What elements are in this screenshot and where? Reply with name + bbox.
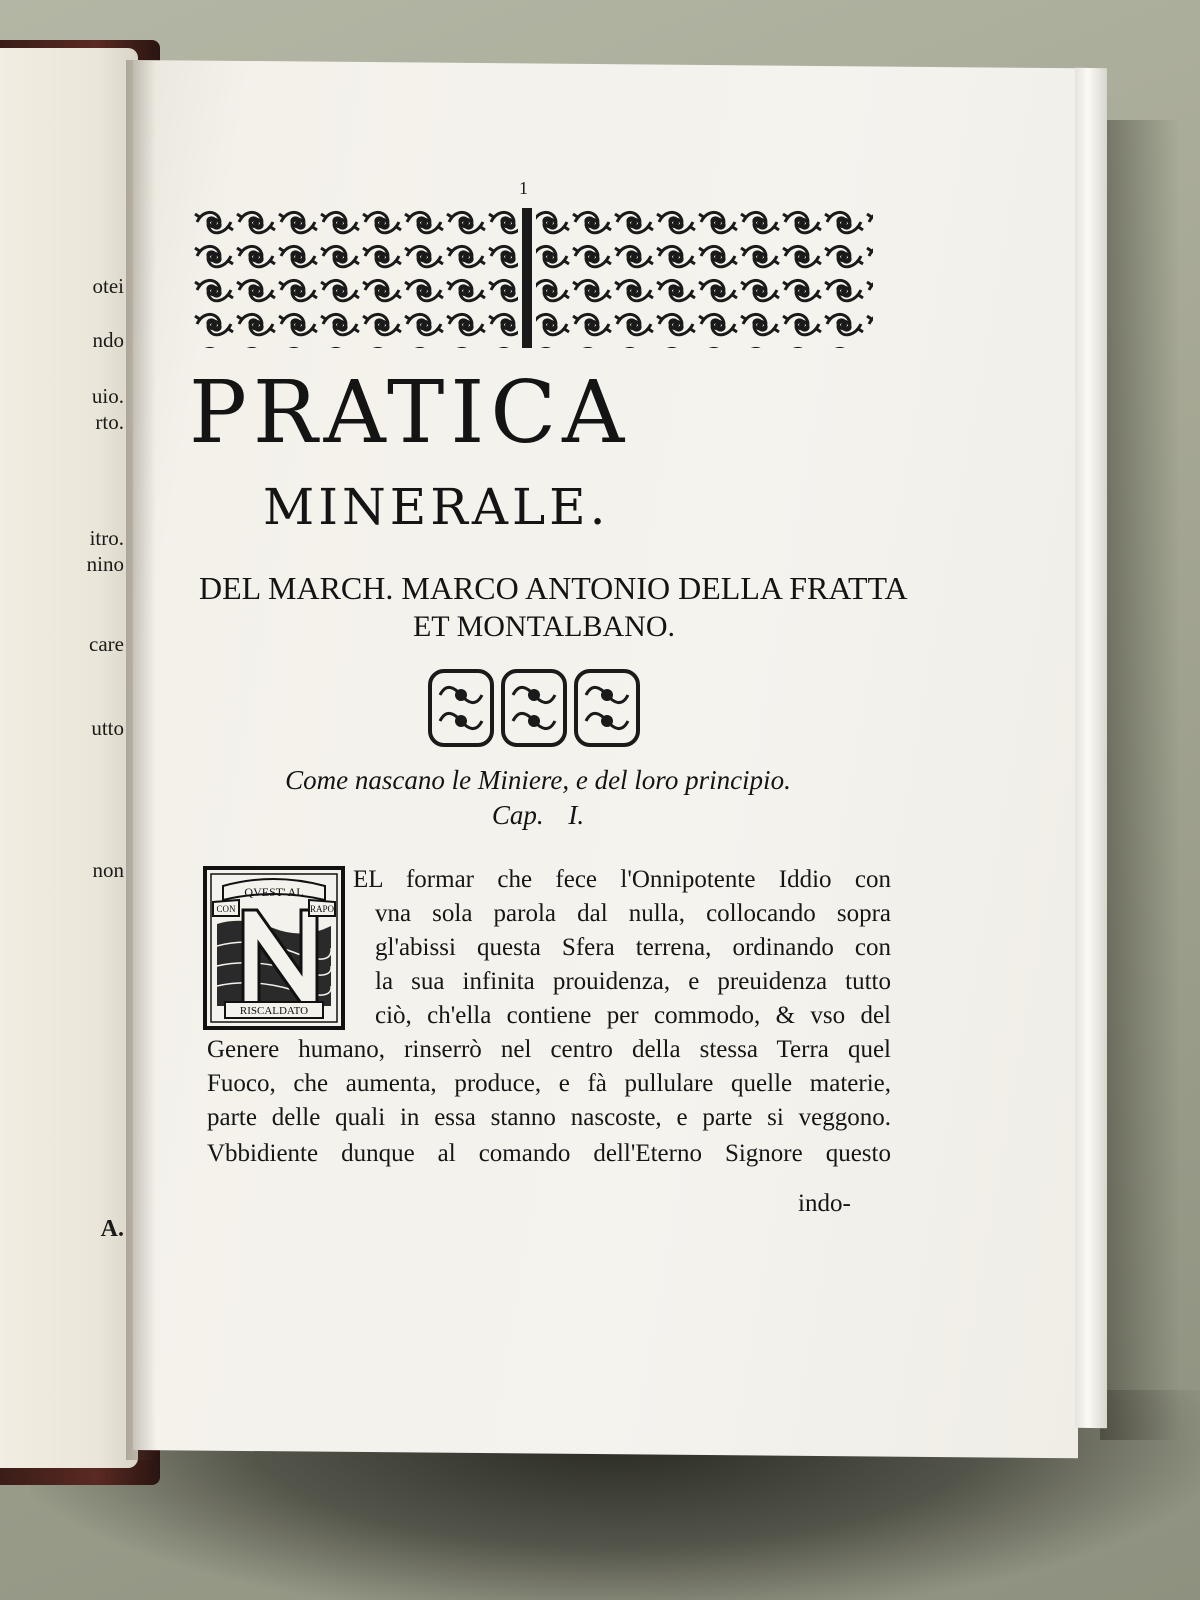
body-line: vna sola parola dal nulla, collocando sopra: [375, 900, 891, 927]
left-page: [0, 48, 138, 1468]
body-line: Fuoco, che aumenta, produce, e fà pullulare quelle materie,: [207, 1070, 891, 1097]
left-page-fragment: rto.: [95, 410, 124, 434]
page-edges: [1075, 68, 1107, 1429]
left-page-fragment: nino: [86, 552, 124, 576]
author-line-2: ET MONTALBANO.: [412, 610, 676, 643]
body-line: parte delle quali in essa stanno nascoste, e parte si veggono.: [207, 1104, 891, 1131]
chapter-number: Cap. I.: [491, 800, 585, 830]
left-page-fragment: utto: [91, 716, 124, 740]
left-page-fragment: A.: [100, 1216, 124, 1242]
left-page-fragment: itro.: [89, 526, 124, 550]
book-subtitle: MINERALE.: [263, 478, 610, 536]
initial-motto-right: RAPO: [309, 904, 335, 914]
ornament-band: [193, 208, 873, 348]
author-line-1: DEL MARCH. MARCO ANTONIO DELLA FRATTA: [199, 570, 908, 606]
page-content: [133, 60, 1078, 1450]
left-page-fragment: ndo: [92, 328, 124, 352]
body-line: ciò, ch'ella contiene per commodo, & vso del: [375, 1002, 891, 1029]
left-page-fragment: uio.: [91, 384, 124, 408]
body-line: Vbbidiente dunque al comando dell'Eterno Signore questo: [207, 1140, 891, 1167]
left-page-fragment: non: [92, 858, 124, 882]
initial-motto-bottom: RISCALDATO: [239, 1005, 309, 1017]
decorated-initial: [203, 866, 345, 1030]
body-line: Genere humano, rinserrò nel centro della stessa Terra quel: [207, 1036, 891, 1063]
book-title: PRATICA: [189, 363, 631, 463]
catchword: indo-: [798, 1190, 851, 1217]
initial-motto-left: CON: [216, 904, 236, 914]
chapter-title: Come nascano le Miniere, e del loro principio.: [285, 765, 791, 795]
body-line: gl'abissi questa Sfera terrena, ordinando con: [375, 934, 891, 961]
folio-number: 1: [519, 178, 528, 198]
small-ornament: [426, 667, 642, 749]
left-page-fragment: care: [89, 632, 124, 656]
page-shadow: [1100, 120, 1180, 1440]
body-line: EL formar che fece l'Onnipotente Iddio con: [353, 866, 891, 893]
body-line: la sua infinita prouidenza, e preuidenza tutto: [375, 968, 891, 995]
initial-motto-top: QVEST' AL: [244, 885, 304, 899]
left-page-fragment: otei: [92, 274, 124, 298]
